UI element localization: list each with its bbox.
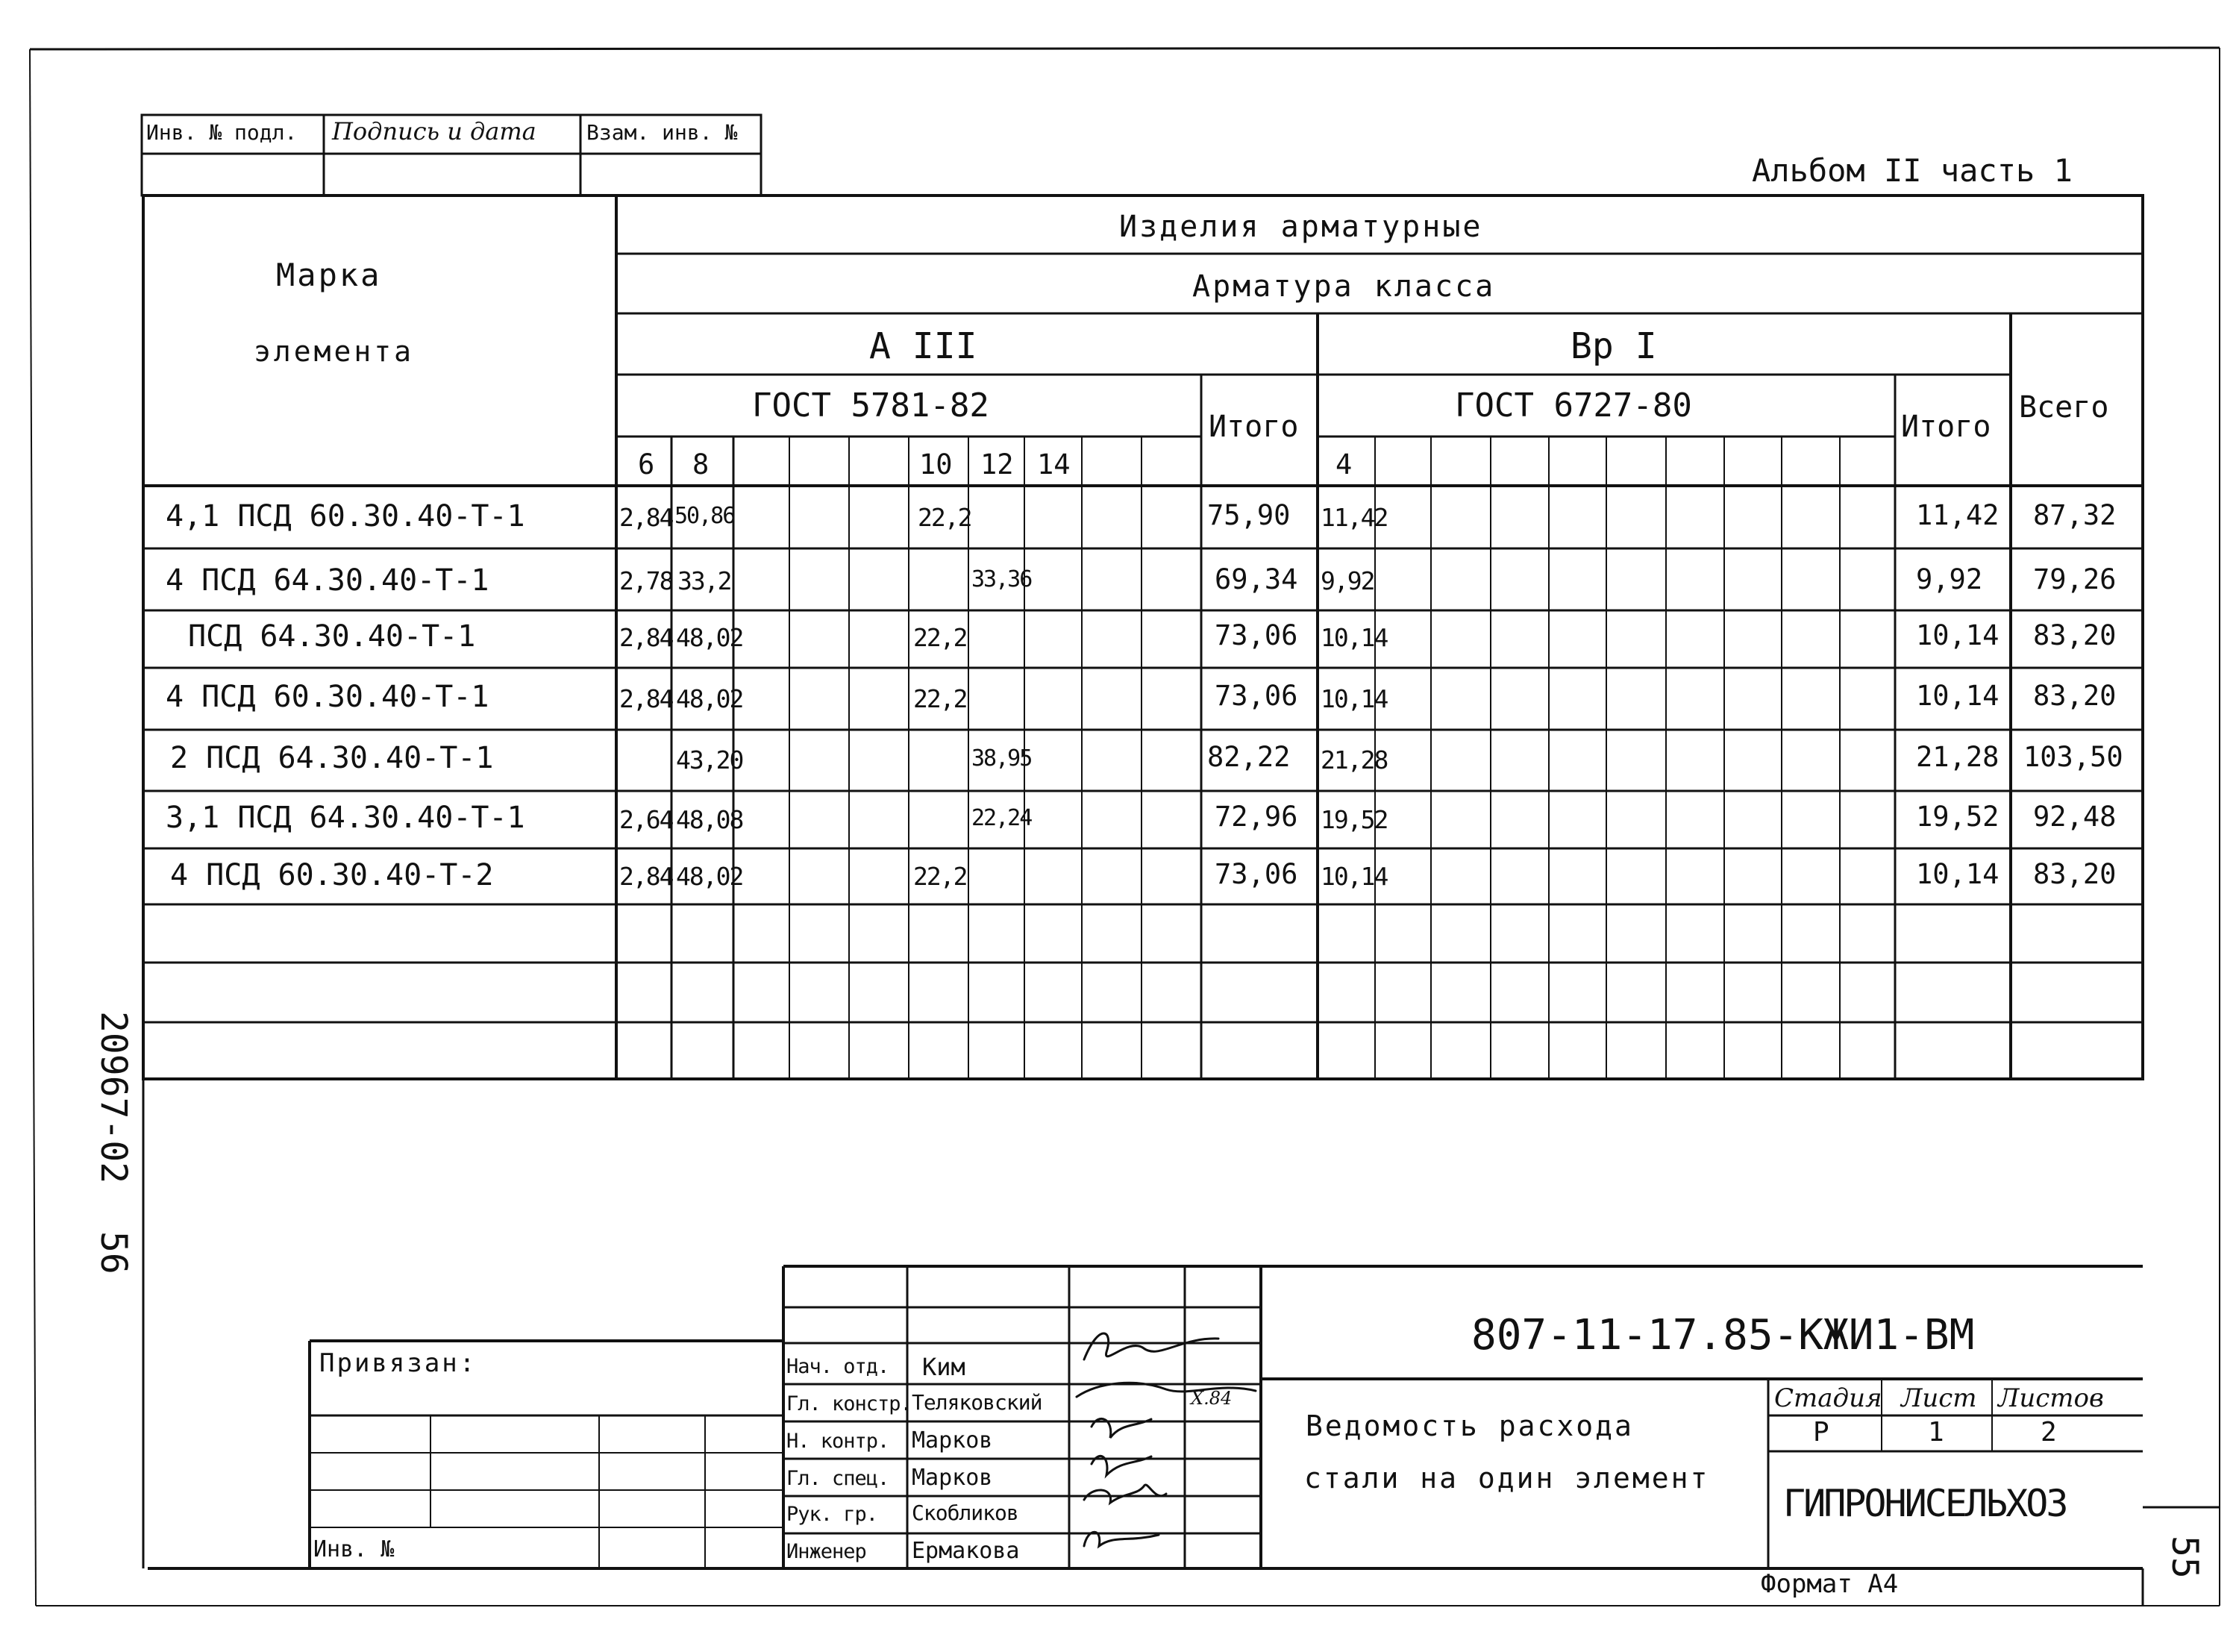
cell-d8: 48,02 — [676, 684, 743, 713]
sheets-value: 2 — [2041, 1417, 2057, 1448]
cell-grand: 83,20 — [2033, 680, 2117, 712]
side-page-left: 56 — [93, 1231, 134, 1274]
gost-b-header: ГОСТ 6727-80 — [1455, 387, 1692, 425]
role-name: Теляковский — [912, 1390, 1042, 1415]
cell-d12: 33,36 — [971, 566, 1032, 592]
total-a-header: Итого — [1209, 410, 1299, 444]
page-number-right: 55 — [2164, 1536, 2205, 1579]
role-label: Рук. гр. — [786, 1503, 878, 1526]
cell-total-a: 73,06 — [1215, 680, 1298, 712]
role-label: Нач. отд. — [786, 1355, 889, 1378]
row-mark: 2 ПСД 64.30.40-Т-1 — [170, 741, 494, 775]
stamp-label-replace: Взам. инв. № — [586, 120, 738, 145]
role-name: Марков — [912, 1465, 993, 1491]
title-class: Арматура класса — [1192, 269, 1496, 304]
cell-grand: 92,48 — [2033, 801, 2117, 833]
stamp-label-signature: Подпись и дата — [332, 117, 536, 146]
role-name: Марков — [912, 1427, 993, 1454]
cell-b4: 10,14 — [1321, 684, 1388, 713]
cell-d8: 48,02 — [676, 623, 743, 652]
cell-total-a: 75,90 — [1207, 499, 1291, 531]
cell-d6: 2,78 — [619, 566, 673, 595]
cell-total-a: 82,22 — [1207, 741, 1291, 773]
diam-a-14: 14 — [1037, 448, 1071, 481]
cell-total-a: 72,96 — [1215, 801, 1298, 833]
col-mark-line2: элемента — [254, 335, 415, 368]
class-b-header: Вр I — [1571, 325, 1657, 367]
cell-total-b: 19,52 — [1916, 801, 2000, 833]
cell-b4: 21,28 — [1321, 745, 1388, 775]
cell-d6: 2,84 — [619, 623, 673, 652]
cell-total-b: 10,14 — [1916, 858, 2000, 890]
cell-d12: 38,95 — [971, 745, 1032, 772]
grand-total-header: Всего — [2019, 390, 2109, 425]
diam-a-8: 8 — [692, 448, 710, 481]
cell-grand: 83,20 — [2033, 858, 2117, 890]
cell-total-a: 73,06 — [1215, 619, 1298, 651]
bound-label: Привязан: — [319, 1348, 477, 1378]
diam-a-10: 10 — [919, 448, 953, 481]
cell-d10: 22,2 — [913, 862, 967, 891]
role-name: Ермакова — [912, 1538, 1020, 1564]
role-label: Гл. спец. — [786, 1467, 889, 1490]
doc-code: 807-11-17.85-КЖИ1-ВМ — [1471, 1311, 1975, 1360]
cell-total-b: 11,42 — [1916, 499, 2000, 531]
cell-b4: 9,92 — [1321, 566, 1374, 595]
col-mark-line1: Марка — [276, 257, 382, 293]
doc-title-line1: Ведомость расхода — [1306, 1409, 1634, 1442]
stage-value: Р — [1813, 1417, 1829, 1448]
role-label: Н. контр. — [786, 1430, 889, 1453]
cell-d10: 22,2 — [913, 623, 967, 652]
cell-d6: 2,84 — [619, 503, 673, 532]
cell-d10: 22,2 — [918, 503, 971, 532]
cell-d10: 22,2 — [913, 684, 967, 713]
cell-b4: 10,14 — [1321, 623, 1388, 652]
cell-d6: 2,84 — [619, 862, 673, 891]
cell-total-b: 10,14 — [1916, 680, 2000, 712]
cell-grand: 83,20 — [2033, 619, 2117, 651]
cell-d8: 50,86 — [674, 503, 735, 529]
role-label: Инженер — [786, 1540, 866, 1563]
class-a-header: А III — [869, 325, 977, 367]
cell-total-a: 69,34 — [1215, 563, 1298, 595]
role-label: Гл. констр. — [786, 1392, 912, 1415]
cell-d6: 2,64 — [619, 805, 673, 834]
doc-title-line2: стали на один элемент — [1304, 1462, 1710, 1495]
row-mark: 3,1 ПСД 64.30.40-Т-1 — [166, 801, 525, 835]
cell-total-b: 10,14 — [1916, 619, 2000, 651]
cell-total-b: 9,92 — [1916, 563, 1983, 595]
role-name: Ким — [922, 1353, 965, 1381]
organization: ГИПРОНИСЕЛЬХОЗ — [1783, 1482, 2067, 1525]
row-mark: ПСД 64.30.40-Т-1 — [188, 619, 476, 654]
diam-b-4: 4 — [1335, 448, 1353, 481]
cell-b4: 10,14 — [1321, 862, 1388, 891]
sheets-label: Листов — [1998, 1383, 2104, 1413]
total-b-header: Итого — [1901, 410, 1991, 444]
cell-d8: 43,20 — [676, 745, 743, 775]
gost-a-header: ГОСТ 5781-82 — [752, 387, 989, 425]
row-mark: 4 ПСД 64.30.40-Т-1 — [166, 563, 489, 598]
stage-label: Стадия — [1774, 1383, 1882, 1413]
row-mark: 4 ПСД 60.30.40-Т-2 — [170, 858, 494, 892]
inv-no-label: Инв. № — [313, 1536, 395, 1562]
diam-a-12: 12 — [980, 448, 1014, 481]
role-name: Скобликов — [912, 1501, 1018, 1525]
cell-grand: 79,26 — [2033, 563, 2117, 595]
sheet-label: Лист — [1901, 1383, 1977, 1413]
album-label: Альбом II часть 1 — [1752, 152, 2073, 189]
cell-b4: 19,52 — [1321, 805, 1388, 834]
row-mark: 4,1 ПСД 60.30.40-Т-1 — [166, 499, 525, 534]
signature-marks — [1069, 1307, 1263, 1568]
date-mark: X.84 — [1191, 1388, 1233, 1409]
cell-d12: 22,24 — [971, 805, 1032, 831]
diam-a-6: 6 — [638, 448, 655, 481]
cell-total-a: 73,06 — [1215, 858, 1298, 890]
cell-d8: 48,08 — [676, 805, 743, 834]
cell-grand: 87,32 — [2033, 499, 2117, 531]
side-inv-number: 20967-02 — [93, 1011, 134, 1184]
cell-b4: 11,42 — [1321, 503, 1388, 532]
cell-total-b: 21,28 — [1916, 741, 2000, 773]
cell-grand: 103,50 — [2023, 741, 2123, 773]
cell-d6: 2,84 — [619, 684, 673, 713]
title-products: Изделия арматурные — [1119, 210, 1483, 244]
format-label: Формат А4 — [1761, 1569, 1899, 1599]
sheet-value: 1 — [1928, 1417, 1944, 1448]
stamp-label-inv: Инв. № подл. — [146, 120, 298, 145]
cell-d8: 33,2 — [677, 566, 731, 595]
cell-d8: 48,02 — [676, 862, 743, 891]
row-mark: 4 ПСД 60.30.40-Т-1 — [166, 680, 489, 714]
